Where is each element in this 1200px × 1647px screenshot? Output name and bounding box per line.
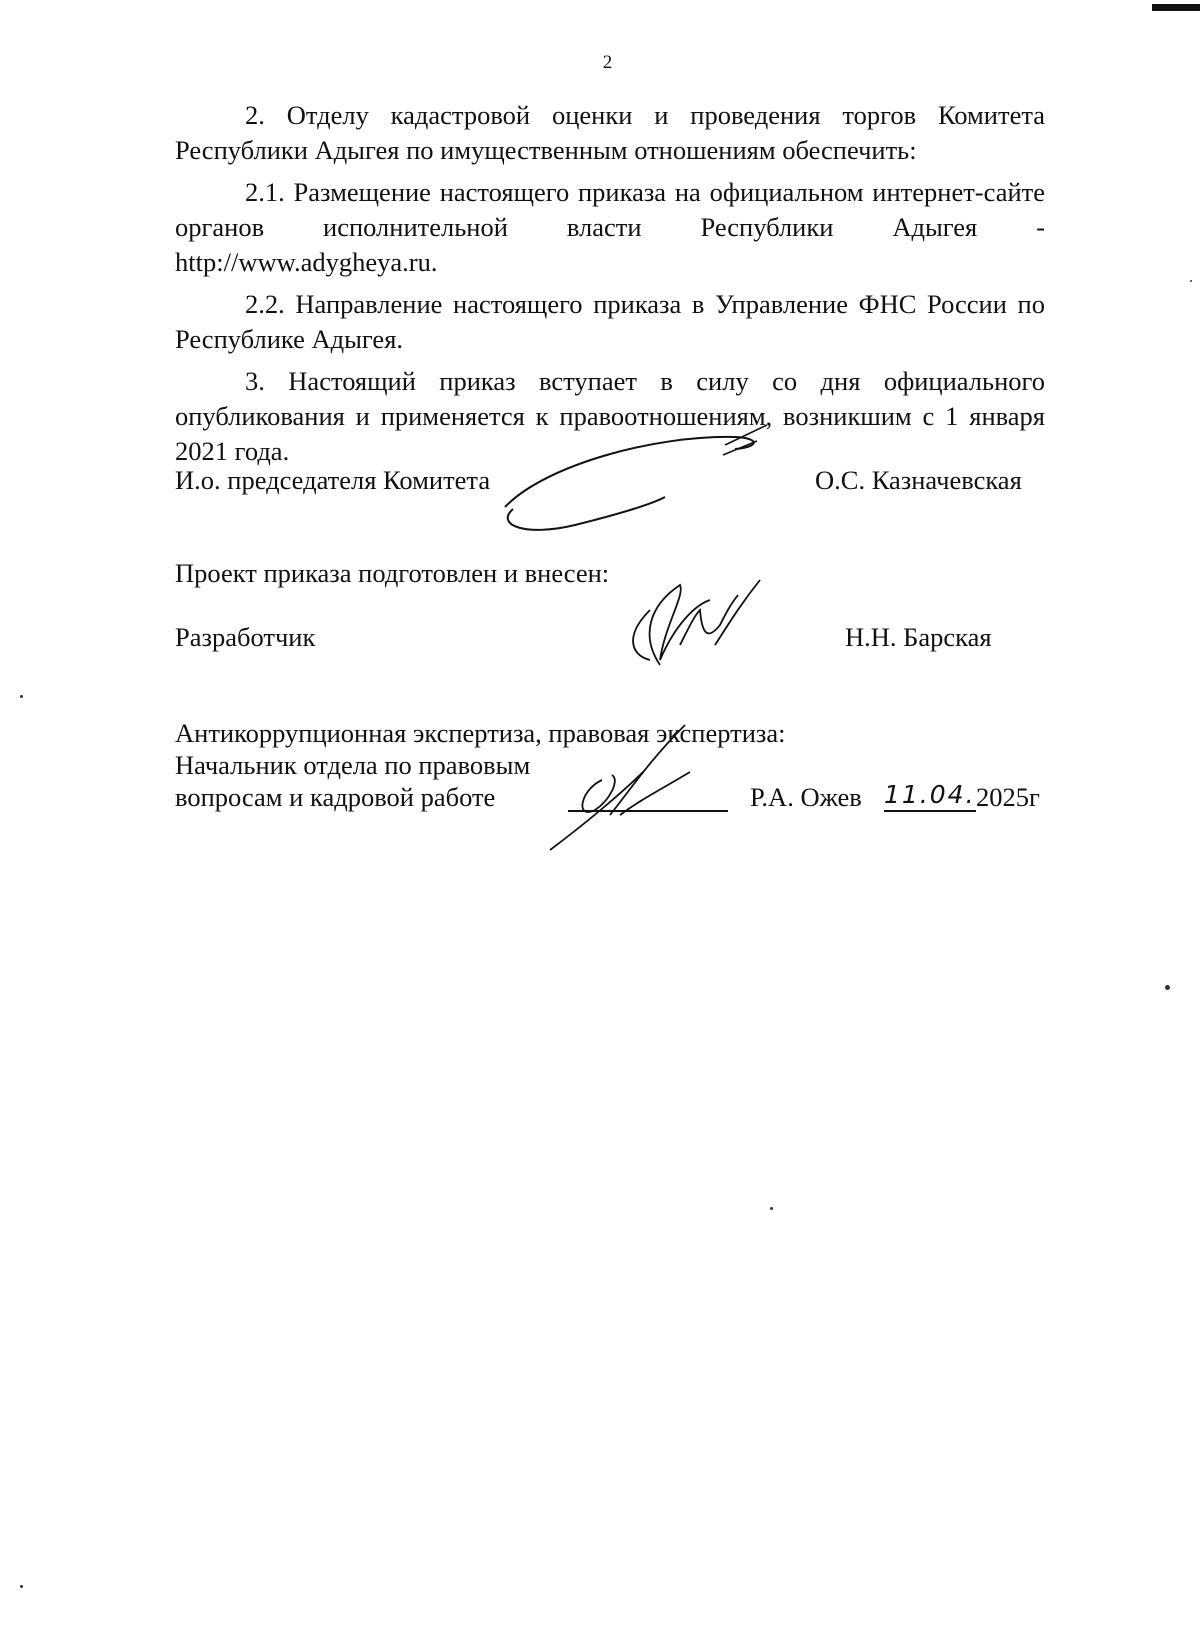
legal-head-name: Р.А. Ожев bbox=[750, 782, 862, 812]
chair-title: И.о. председателя Комитета bbox=[175, 465, 491, 495]
scan-speck bbox=[1165, 985, 1170, 990]
scan-speck bbox=[1190, 280, 1192, 282]
legal-head-line1: Начальник отдела по правовым bbox=[175, 750, 531, 780]
scan-mark bbox=[1152, 4, 1200, 11]
developer-title: Разработчик bbox=[175, 622, 316, 652]
chair-signature bbox=[505, 425, 815, 545]
order-body bbox=[175, 98, 1045, 469]
legal-head-line2: вопросам и кадровой работе bbox=[175, 782, 496, 812]
paragraph-2-2: 2.2. Направление настоящего приказа в Управление ФНС России по Республике Адыгея. bbox=[175, 289, 1045, 354]
developer-signature bbox=[620, 565, 770, 685]
paragraph-2: 2. Отделу кадастровой оценки и проведения торгов Комитета Республики Адыгея по имущественным отношениям обеспечить: bbox=[175, 100, 1045, 165]
legal-head-signature bbox=[550, 720, 720, 860]
year-suffix: 2025г bbox=[976, 782, 1040, 812]
scan-speck bbox=[770, 1207, 773, 1210]
expertise-label: Антикоррупционная экспертиза, правовая экспертиза: bbox=[175, 718, 786, 748]
handwritten-date: 11.04. bbox=[884, 780, 976, 809]
scan-speck bbox=[20, 695, 23, 698]
paragraph-3: 3. Настоящий приказ вступает в силу со дня официального опубликования и применяется к правоотношениям, возникшим с 1 января 2021 года. bbox=[175, 366, 1045, 466]
chair-name: О.С. Казначевская bbox=[815, 465, 1022, 495]
developer-name: Н.Н. Барская bbox=[845, 622, 992, 652]
scan-speck bbox=[20, 1585, 23, 1588]
paragraph-2-1: 2.1. Размещение настоящего приказа на официальном интернет-сайте органов исполнительной власти Республики Адыгея - http://www.adygheya.ru. bbox=[175, 177, 1045, 277]
prepared-label: Проект приказа подготовлен и внесен: bbox=[175, 558, 610, 588]
date-underline bbox=[884, 810, 976, 812]
page-number: 2 bbox=[602, 52, 613, 73]
